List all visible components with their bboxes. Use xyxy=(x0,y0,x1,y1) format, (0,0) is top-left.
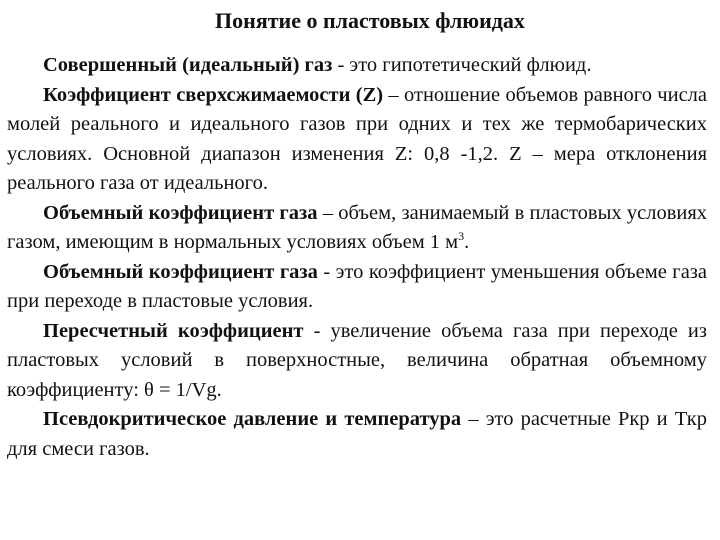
trailing-punctuation: . xyxy=(464,231,470,253)
definition-text: отношение объемов равного числа молей реального и идеального газов при одних и тех же термобарических условиях. Основной диапазон изменения Z: 0,8 -1,2. Z – мера отклонения реального газа от идеального. xyxy=(7,83,707,194)
term-ideal-gas: Совершенный (идеальный) газ xyxy=(43,54,333,76)
separator: - xyxy=(317,260,336,283)
term-pseudocritical: Псевдокритическое давление и температура xyxy=(43,408,462,430)
definition-text: это расчетные Ркр и Ткр для смеси газов. xyxy=(7,408,707,460)
term-gas-volume-factor: Объемный коэффициент газа xyxy=(43,201,318,224)
definition-gas-volume-factor-2 xyxy=(7,258,707,317)
definition-text: это гипотетический флюид. xyxy=(349,54,592,76)
definition-z-factor xyxy=(7,81,707,199)
separator: - xyxy=(303,319,331,342)
definition-text: увеличение объема газа при переходе из пластовых условий в поверхностные, величина обратная объемному коэффициенту: θ = 1/Vg. xyxy=(7,319,707,401)
separator: – xyxy=(383,83,405,106)
term-z-factor: Коэффициент сверхсжимаемости (Z) xyxy=(43,83,384,106)
term-gas-volume-factor: Объемный коэффициент газа xyxy=(43,260,318,283)
definition-text: объем, занимаемый в пластовых условиях газом, имеющим в нормальных условиях объем 1 м xyxy=(7,201,708,253)
superscript-exponent: 3 xyxy=(458,229,465,243)
separator: - xyxy=(332,54,350,76)
separator: – xyxy=(461,408,486,430)
definition-gas-volume-factor xyxy=(7,199,707,258)
slide-body xyxy=(7,51,707,464)
definition-conversion-factor xyxy=(7,317,707,406)
definition-text: это коэффициент уменьшения объеме газа при переходе в пластовые условия. xyxy=(7,260,707,312)
definition-pseudocritical xyxy=(7,405,707,464)
definition-ideal-gas xyxy=(7,51,707,81)
term-conversion-factor: Пересчетный коэффициент xyxy=(43,319,304,342)
slide-title: Понятие о пластовых флюидах xyxy=(215,8,525,33)
separator: – xyxy=(317,201,339,224)
